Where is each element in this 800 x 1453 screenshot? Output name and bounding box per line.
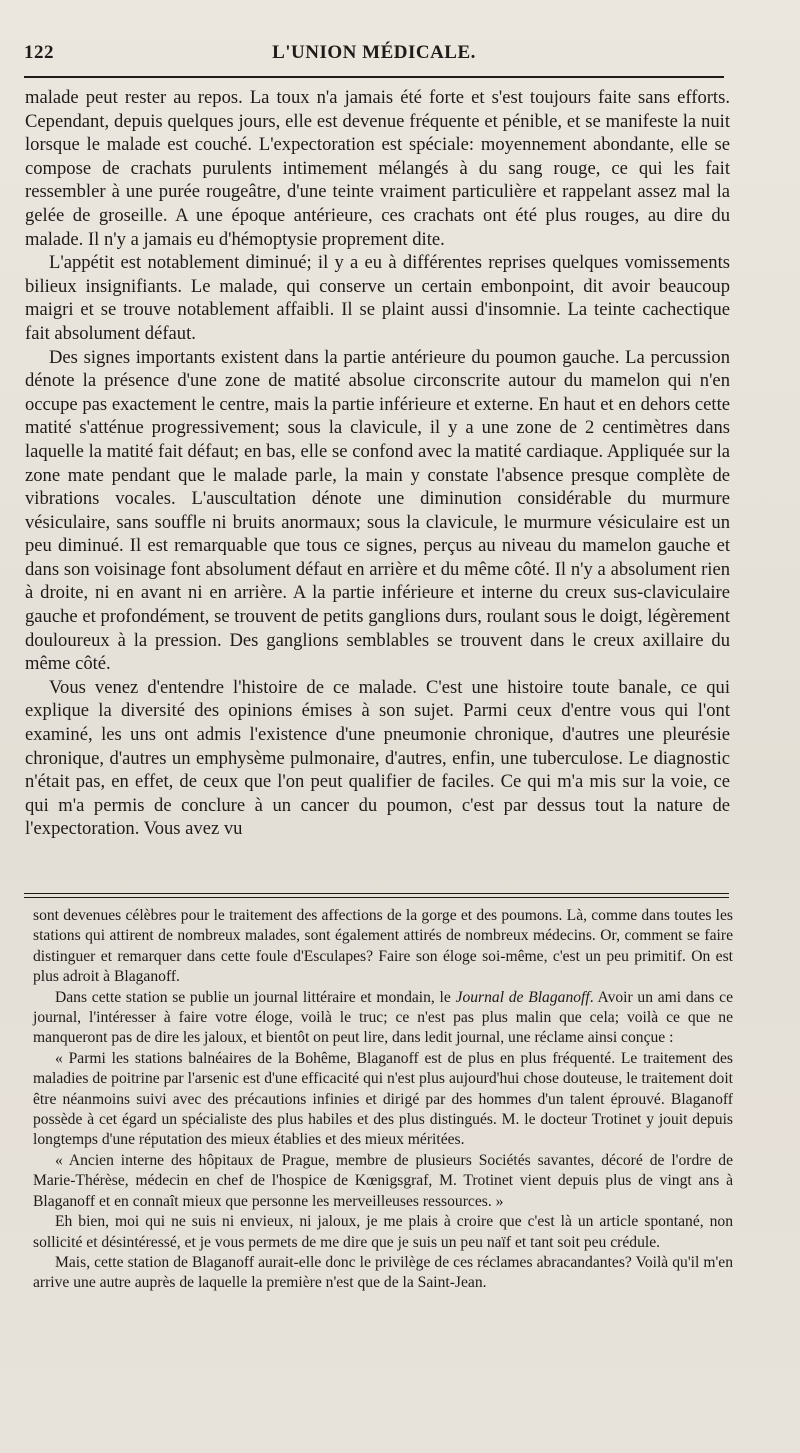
main-paragraph-2: L'appétit est notablement diminué; il y a eu à différentes reprises quelques vomissements bilieux insignifiants. Le malade, qui conserve un certain embonpoint, dit avoir beaucoup maigri et se trouve notablement affaibli. Il se plaint aussi d'insomnie. La teinte cachectique fait absolument défaut. — [25, 252, 730, 344]
header-rule — [24, 76, 724, 78]
footnote-text — [33, 906, 733, 1294]
footnote-paragraph-1: sont devenues célèbres pour le traitement des affections de la gorge et des poumons. Là, comme dans toutes les stations qui attirent de nombreux malades, sont également attirés de nombreux médecins. Or, comment se faire distinguer et remarquer dans cette foule d'Esculapes? Faire son éloge soi-même, c'est un peu primitif. On est plus adroit à Blaganoff. — [33, 907, 733, 986]
main-paragraph-4: Vous venez d'entendre l'histoire de ce malade. C'est une histoire toute banale, ce qui explique la diversité des opinions émises à son sujet. Parmi ceux d'entre vous qui l'ont examiné, les uns ont admis l'existence d'une pneumonie chronique, d'autres une pleurésie chronique, d'autres un emphysème pulmonaire, d'autres, enfin, une tuberculose. Le diagnostic n'était pas, en effet, de ceux que l'on peut qualifier de faciles. Ce qui m'a mis sur la voie, ce qui m'a permis de conclure à un cancer du poumon, c'est par dessus tout la nature de l'expectoration. Vous avez vu — [25, 676, 730, 840]
footnote-text-run: Dans cette station se publie un journal littéraire et mondain, le — [55, 988, 456, 1006]
page-header — [24, 38, 724, 68]
footnote-paragraph-5: Eh bien, moi qui ne suis ni envieux, ni jaloux, je me plais à croire que c'est là un article spontané, non sollicité et désintéressé, et je vous permets de me dire que je suis un peu naïf et tant soit peu crédule. — [33, 1213, 733, 1251]
main-paragraph-1: malade peut rester au repos. La toux n'a jamais été forte et s'est toujours faite sans efforts. Cependant, depuis quelques jours, elle est devenue fréquente et pénible, et se manifeste la nuit lorsque le malade est couché. L'expectoration est spéciale: moyennement abondante, elle se compose de crachats purulents intimement mélangés à du sang rouge, ce qui les fait ressembler à une purée rougeâtre, d'une teinte vraiment particulière et rappelant assez mal la gelée de groseille. A une époque antérieure, ces crachats ont été plus rouges, au dire du malade. Il n'y a jamais eu d'hémoptysie proprement dite. — [25, 87, 730, 250]
footnote-paragraph-4: « Ancien interne des hôpitaux de Prague, membre de plusieurs Sociétés savantes, décoré de l'ordre de Marie-Thérèse, médecin en chef de l'hospice de Kœnigsgraf, M. Trotinet vient depuis plus de vingt ans à Blaganoff et en connaît mieux que personne les merveilleuses ressources. » — [33, 1151, 733, 1210]
footnote-paragraph-2 — [33, 988, 733, 1049]
journal-name: Journal de Blaganoff — [455, 988, 590, 1006]
main-paragraph-3: Des signes importants existent dans la partie antérieure du poumon gauche. La percussion dénote la présence d'une zone de matité absolue circonscrite autour du mamelon qui n'en occupe pas exactement le centre, mais la partie inférieure et externe. En haut et en dehors cette matité s'atténue progressivement; sous la clavicule, il y a une zone de 2 centimètres dans laquelle la matité fait défaut; en bas, elle se confond avec la matité cardiaque. Appliquée sur la zone mate pendant que le malade parle, la main y constate l'absence presque complète de vibrations vocales. L'auscultation dénote une diminution considérable du murmure vésiculaire, sans souffle ni bruits anormaux; sous la clavicule, le murmure vésiculaire est un peu diminué. Il est remarquable que tous ce signes, perçus au niveau du mamelon gauche et dans son voisinage font absolument défaut en arrière et du même côté. Il n'y a absolument rien à droite, ni en avant ni en arrière. A la partie inférieure et interne du creux sus-claviculaire gauche et profondément, se trouvent de petits ganglions durs, roulant sous le doigt, légèrement douloureux à la pression. Des ganglions semblables se trouvent dans le creux axillaire du même côté. — [25, 346, 730, 675]
journal-title: L'UNION MÉDICALE. — [272, 42, 476, 63]
footnote-text-run: . Avoir un ami dans ce journal, l'intéresser à faire votre éloge, voilà le truc; ce n'est pas plus malin que cela; voilà ce que ne manqueront pas de dire les jaloux, et bientôt on peut lire, dans ledit journal, une réclame ainsi conçue : — [33, 988, 733, 1047]
footnote-paragraph-3: « Parmi les stations balnéaires de la Bohême, Blaganoff est de plus en plus fréquenté. Le traitement des maladies de poitrine par l'arsenic est d'une efficacité qui n'est plus aujourd'hui chose douteuse, le traitement doit être néanmoins suivi avec des précautions infinies et dirigé par des hommes d'un talent éprouvé. Blaganoff possède à cet égard un spécialiste des plus habiles et des plus distingués. M. le docteur Trotinet y jouit depuis longtemps d'une réputation des mieux établies et des mieux méritées. — [33, 1049, 733, 1149]
footnote-paragraph-6: Mais, cette station de Blaganoff aurait-elle donc le privilège de ces réclames abracandantes? Voilà qu'il m'en arrive une autre auprès de laquelle la première n'est que de la Saint-Jean. — [33, 1253, 733, 1292]
main-text — [25, 86, 730, 841]
footnote-separator — [24, 893, 729, 898]
page-number: 122 — [24, 42, 54, 63]
